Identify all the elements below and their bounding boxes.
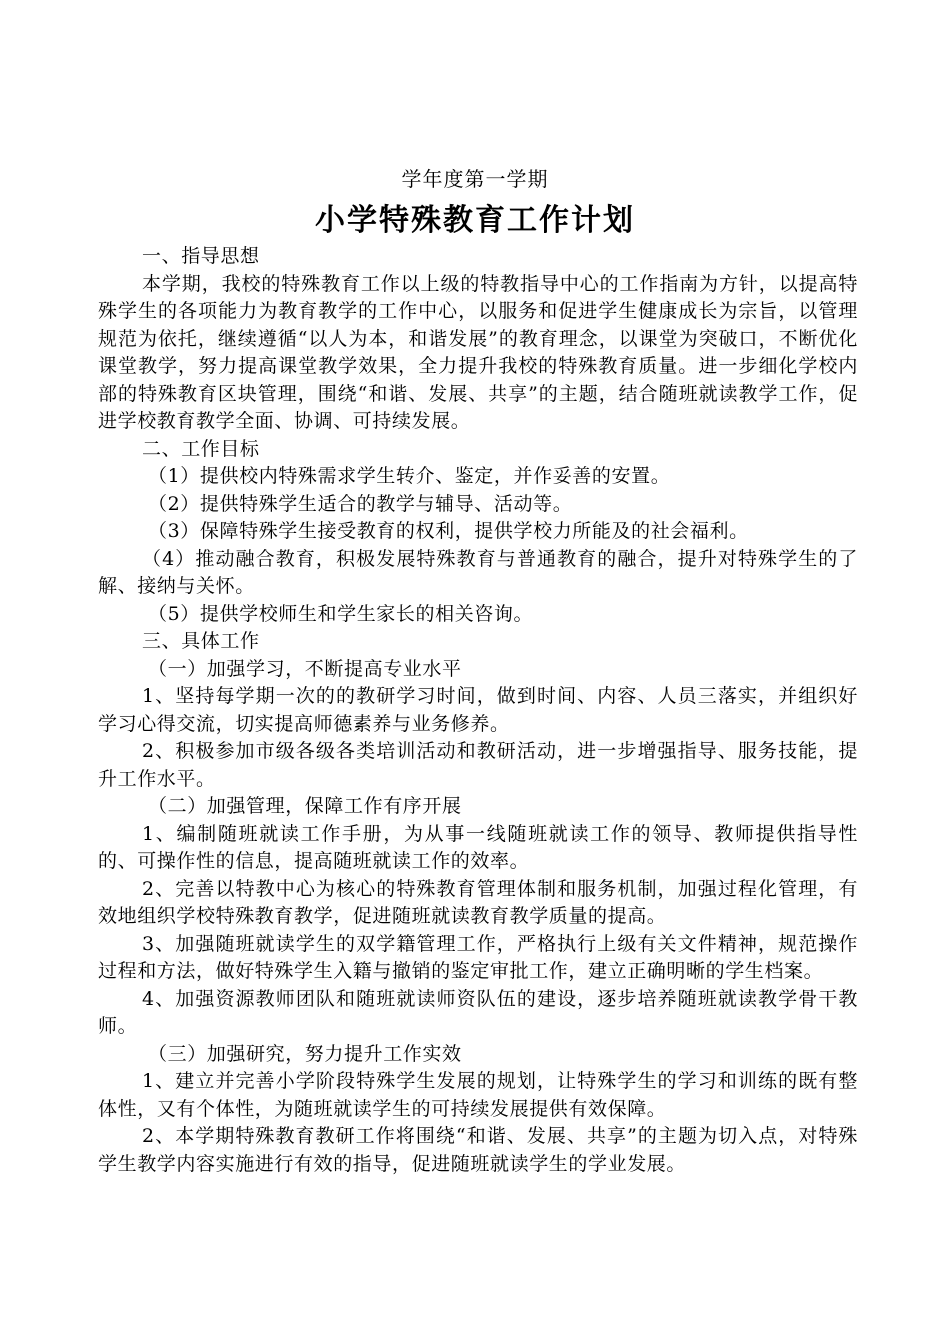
section-heading: 二、工作目标 [142, 437, 260, 460]
paragraph: 本学期，我校的特殊教育工作以上级的特教指导中心的工作指南为方针，以提高特殊学生的各项能力为教育教学的工作中心，以服务和促进学生健康成长为宗旨，以管理规范为依托，继续遵循“以人为本，和谐发展”的教育理念，以课堂为突破口，不断优化课堂教学，努力提高课堂教学效果，全力提升我校的特殊教育质量。进一步细化学校内部的特殊教育区块管理，围绕“和谐、发展、共享”的主题，结合随班就读教学工作，促进学校教育教学全面、协调、可持续发展。 [98, 272, 858, 432]
goal-item: （3）保障特殊学生接受教育的权利，提供学校力所能及的社会福利。 [148, 520, 749, 542]
paragraph: 2、积极参加市级各级各类培训活动和教研活动，进一步增强指导、服务技能，提升工作水平。 [98, 740, 858, 790]
section-heading: 一、指导思想 [142, 245, 260, 267]
goal-item: （2）提供特殊学生适合的教学与辅导、活动等。 [148, 492, 573, 515]
document-subtitle: 学年度第一学期 [401, 167, 549, 191]
paragraph: 1、坚持每学期一次的的教研学习时间，做到时间、内容、人员三落实，并组织好学习心得交流，切实提高师德素养与业务修养。 [98, 685, 858, 735]
paragraph: 2、完善以特教中心为核心的特殊教育管理体制和服务机制，加强过程化管理，有效地组织学校特殊教育教学，促进随班就读教育教学质量的提高。 [98, 877, 858, 927]
document-title: 小学特殊教育工作计划 [315, 203, 635, 238]
document-body [98, 243, 858, 1178]
paragraph: 3、加强随班就读学生的双学籍管理工作，严格执行上级有关文件精神，规范操作过程和方法，做好特殊学生入籍与撤销的鉴定审批工作，建立正确明晰的学生档案。 [98, 932, 858, 982]
goal-item: （1）提供校内特殊需求学生转介、鉴定，并作妥善的安置。 [148, 465, 671, 487]
subsection-heading: （一）加强学习，不断提高专业水平 [148, 657, 462, 680]
section-heading: 三、具体工作 [142, 630, 260, 652]
goal-item: （5）提供学校师生和学生家长的相关咨询。 [148, 602, 534, 625]
subsection-heading: （三）加强研究，努力提升工作实效 [148, 1042, 462, 1065]
paragraph: 1、编制随班就读工作手册，为从事一线随班就读工作的领导、教师提供指导性的、可操作性的信息，提高随班就读工作的效率。 [98, 822, 858, 872]
paragraph: 1、建立并完善小学阶段特殊学生发展的规划，让特殊学生的学习和训练的既有整体性，又有个体性，为随班就读学生的可持续发展提供有效保障。 [98, 1070, 858, 1120]
paragraph: 2、本学期特殊教育教研工作将围绕“和谐、发展、共享”的主题为切入点，对特殊学生教学内容实施进行有效的指导，促进随班就读学生的学业发展。 [98, 1125, 858, 1175]
paragraph: 4、加强资源教师团队和随班就读师资队伍的建设，逐步培养随班就读教学骨干教师。 [98, 987, 858, 1037]
subsection-heading: （二）加强管理，保障工作有序开展 [148, 795, 462, 817]
goal-item: （4）推动融合教育，积极发展特殊教育与普通教育的融合，提升对特殊学生的了解、接纳与关怀。 [98, 547, 858, 597]
